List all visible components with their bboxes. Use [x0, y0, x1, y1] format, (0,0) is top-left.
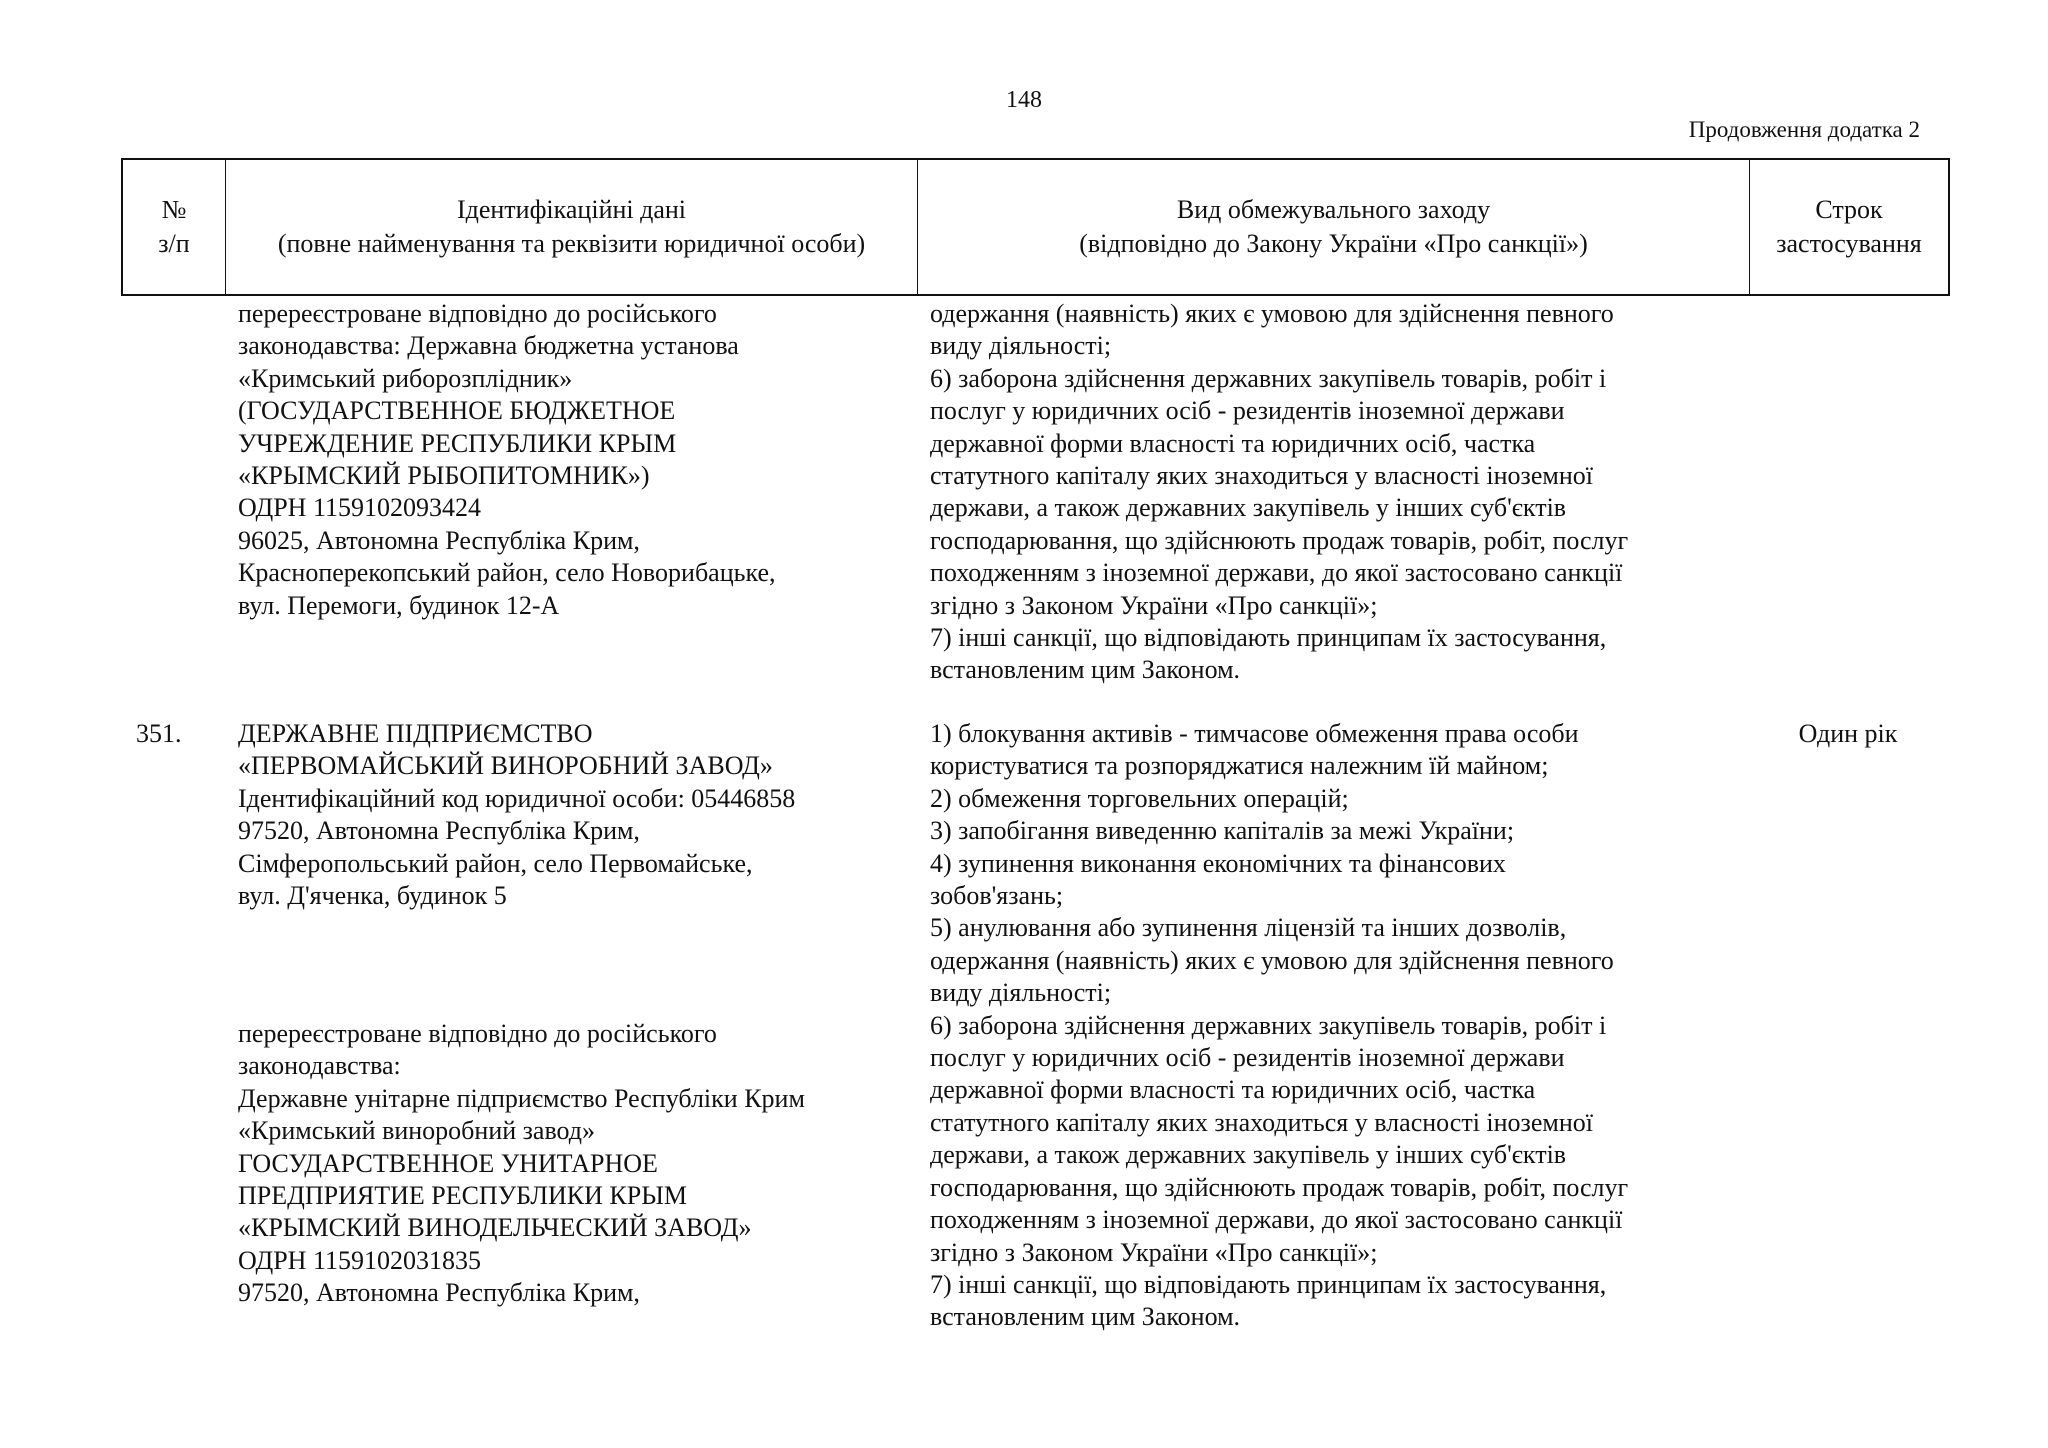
header-cell-measure [918, 160, 1750, 294]
text-line: користуватися та розпоряджатися належним їй майном; [930, 751, 1549, 781]
header-measure-line-1: Вид обмежувального заходу [1176, 195, 1491, 224]
prev-row-measure [930, 298, 1628, 687]
text-line: вул. Перемоги, будинок 12-А [238, 590, 560, 620]
header-identification-line-1: Ідентифікаційні дані [456, 195, 687, 224]
text-line: Красноперекопський район, село Новорибацьке, [238, 558, 776, 588]
row-351-reregistered [238, 1018, 805, 1310]
continuation-note: Продовження додатка 2 [1688, 117, 1920, 142]
text-line: ПРЕДПРИЯТИЕ РЕСПУБЛИКИ КРЫМ [238, 1181, 688, 1211]
text-line: 97520, Автономна Республіка Крим, [238, 1278, 640, 1308]
text-line: господарювання, що здійснюють продаж товарів, робіт, послуг [930, 1172, 1629, 1202]
text-line: послуг у юридичних осіб - резидентів іноземної держави [930, 1043, 1565, 1073]
text-line: «ПЕРВОМАЙСЬКИЙ ВИНОРОБНИЙ ЗАВОД» [238, 751, 773, 781]
text-line: послуг у юридичних осіб - резидентів іноземної держави [930, 396, 1565, 426]
text-line: 6) заборона здійснення державних закупівель товарів, робіт і [930, 1010, 1607, 1040]
text-line: 1) блокування активів - тимчасове обмеження права особи [930, 719, 1579, 748]
text-line: «КРЫМСКИЙ РЫБОПИТОМНИК») [238, 461, 650, 491]
header-identification-line-2: (повне найменування та реквізити юридичної особи) [277, 229, 866, 258]
row-351-number: 351. [136, 719, 182, 748]
text-line: 5) анулювання або зупинення ліцензій та інших дозволів, [930, 913, 1567, 943]
header-cell-identification [226, 160, 918, 294]
row-351-identification [238, 718, 795, 912]
text-line: перереєстроване відповідно до російського [238, 1019, 717, 1048]
text-line: 3) запобігання виведенню капіталів за межі України; [930, 816, 1515, 846]
text-line: 7) інші санкції, що відповідають принципам їх застосування, [930, 623, 1607, 653]
text-line: ГОСУДАРСТВЕННОЕ УНИТАРНОЕ [238, 1148, 658, 1178]
text-line: (ГОСУДАРСТВЕННОЕ БЮДЖЕТНОЕ [238, 396, 676, 426]
header-number-line-2: з/п [158, 229, 190, 258]
text-line: ДЕРЖАВНЕ ПІДПРИЄМСТВО [238, 719, 593, 748]
text-line: державної форми власності та юридичних осіб, частка [930, 428, 1536, 458]
header-cell-number [123, 160, 226, 294]
text-line: Державне унітарне підприємство Республіки Крим [238, 1083, 805, 1113]
header-term-line-1: Строк [1815, 195, 1883, 224]
text-line: 97520, Автономна Республіка Крим, [238, 816, 640, 846]
row-351-measure [930, 718, 1628, 1334]
text-line: Ідентифікаційний код юридичної особи: 05446858 [238, 783, 796, 813]
text-line: ОДРН 1159102031835 [238, 1245, 481, 1275]
text-line: господарювання, що здійснюють продаж товарів, робіт, послуг [930, 525, 1629, 555]
text-line: 4) зупинення виконання економічних та фінансових [930, 848, 1506, 878]
text-line: статутного капіталу яких знаходиться у власності іноземної [930, 1107, 1593, 1137]
text-line: походженням з іноземної держави, до якої застосовано санкції [930, 558, 1623, 588]
text-line: законодавства: [238, 1051, 401, 1081]
text-line: законодавства: Державна бюджетна установа [238, 331, 739, 361]
text-line: 96025, Автономна Республіка Крим, [238, 525, 640, 555]
text-line: згідно з Законом України «Про санкції»; [930, 590, 1378, 620]
page-number: 148 [1006, 87, 1042, 113]
text-line: держави, а також державних закупівель у інших суб'єктів [930, 1140, 1567, 1170]
text-line: держави, а також державних закупівель у інших суб'єктів [930, 493, 1567, 523]
text-line: походженням з іноземної держави, до якої застосовано санкції [930, 1205, 1623, 1235]
header-cell-term [1750, 160, 1948, 294]
text-line: одержання (наявність) яких є умовою для здійснення певного [930, 299, 1614, 328]
text-line: державної форми власності та юридичних осіб, частка [930, 1075, 1536, 1105]
text-line: одержання (наявність) яких є умовою для здійснення певного [930, 945, 1614, 975]
text-line: Сімферопольський район, село Первомайське, [238, 848, 753, 878]
text-line: зобов'язань; [930, 881, 1064, 911]
text-line: «КРЫМСКИЙ ВИНОДЕЛЬЧЕСКИЙ ЗАВОД» [238, 1213, 752, 1243]
text-line: УЧРЕЖДЕНИЕ РЕСПУБЛИКИ КРЫМ [238, 428, 677, 458]
text-line: 7) інші санкції, що відповідають принципам їх застосування, [930, 1269, 1607, 1299]
text-line: 2) обмеження торговельних операцій; [930, 783, 1349, 813]
row-351-term: Один рік [1798, 719, 1898, 748]
text-line: «Кримський виноробний завод» [238, 1116, 596, 1146]
header-term-line-2: застосування [1776, 229, 1922, 258]
header-measure-line-2: (відповідно до Закону України «Про санкції») [1079, 229, 1588, 258]
text-line: 6) заборона здійснення державних закупівель товарів, робіт і [930, 363, 1607, 393]
text-line: виду діяльності; [930, 978, 1112, 1008]
text-line: «Кримський риборозплідник» [238, 363, 573, 393]
text-line: згідно з Законом України «Про санкції»; [930, 1237, 1378, 1267]
text-line: перереєстроване відповідно до російського [238, 299, 717, 328]
text-line: встановленим цим Законом. [930, 655, 1241, 685]
text-line: статутного капіталу яких знаходиться у власності іноземної [930, 461, 1593, 491]
table-header [121, 158, 1950, 296]
text-line: встановленим цим Законом. [930, 1302, 1241, 1332]
text-line: ОДРН 1159102093424 [238, 493, 481, 523]
prev-row-identification [238, 298, 776, 622]
text-line: вул. Д'яченка, будинок 5 [238, 881, 507, 911]
header-number-line-1: № [161, 195, 187, 224]
text-line: виду діяльності; [930, 331, 1112, 361]
